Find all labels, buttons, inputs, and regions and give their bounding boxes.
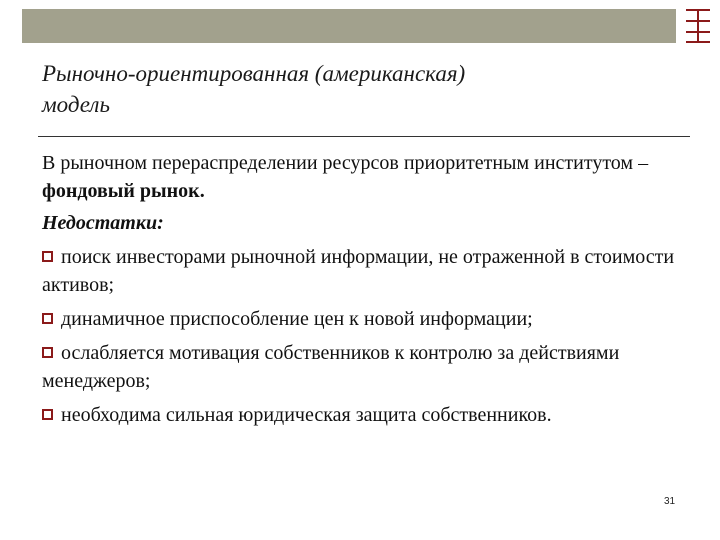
hollow-square-icon (42, 347, 53, 358)
title-divider (38, 136, 690, 137)
slide-body (42, 149, 682, 429)
subheading: Недостатки: (42, 212, 164, 234)
hollow-square-icon (42, 409, 53, 420)
intro-text: В рыночном перераспределении ресурсов приоритетным институтом – (42, 152, 649, 174)
bullet-text: необходима сильная юридическая защита собственников. (61, 404, 552, 426)
bullet-text: ослабляется мотивация собственников к контролю за действиями менеджеров; (42, 342, 620, 392)
top-decorative-bar (22, 9, 676, 43)
hollow-square-icon (42, 251, 53, 262)
intro-emphasis: фондовый рынок (42, 180, 200, 202)
bullet-text: динамичное приспособление цен к новой информации; (61, 308, 533, 330)
bullet-item (42, 305, 682, 333)
bullet-text: поиск инвесторами рыночной информации, не отраженной в стоимости активов; (42, 246, 675, 296)
bullet-item (42, 243, 682, 299)
bullet-item (42, 401, 682, 429)
hollow-square-icon (42, 313, 53, 324)
page-number: 31 (664, 496, 676, 507)
slide-title (42, 58, 662, 120)
intro-paragraph (42, 149, 682, 205)
corner-grid-decoration (686, 9, 710, 43)
intro-end: . (199, 180, 205, 202)
title-line-2: модель (42, 92, 110, 117)
title-line-1: Рыночно-ориентированная (американская) (42, 61, 466, 86)
bullet-item (42, 339, 682, 395)
